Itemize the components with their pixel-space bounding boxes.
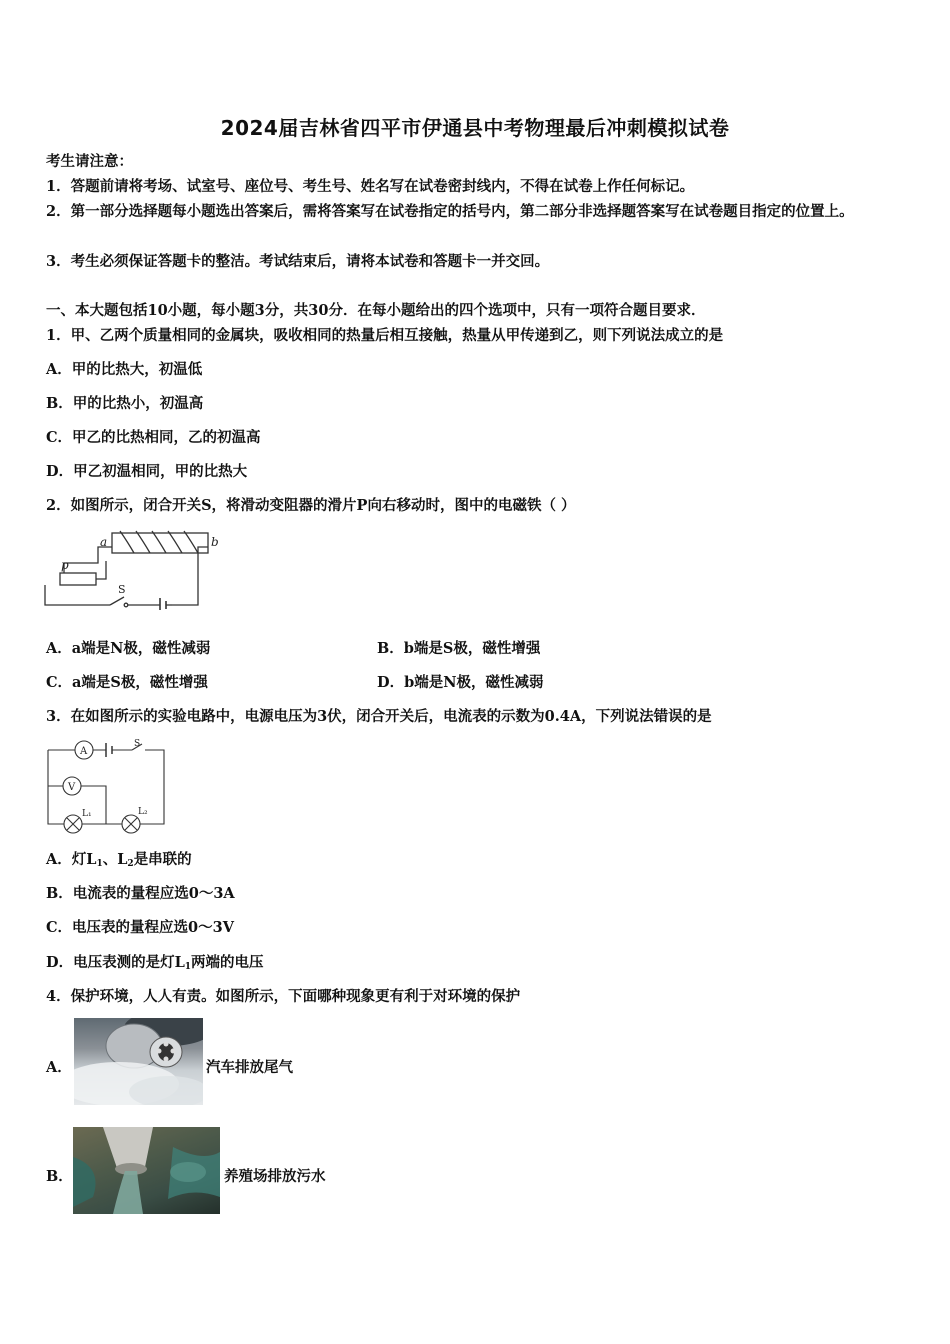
q2-option-c: C．a端是S极，磁性增强 [46, 674, 208, 691]
q3-fig-label-voltmeter: V [68, 782, 76, 793]
q2-stem: 2．如图所示，闭合开关S，将滑动变阻器的滑片P向右移动时，图中的电磁铁（ ） [46, 497, 576, 514]
q4-option-b-label: B． [46, 1168, 73, 1185]
q4-option-b-text: 养殖场排放污水 [224, 1168, 326, 1185]
coil-turns [120, 531, 198, 553]
q3-series-circuit-figure [42, 738, 172, 838]
q1-option-a: A．甲的比热大，初温低 [46, 361, 203, 378]
notice-item-3: 3．考生必须保证答题卡的整洁。考试结束后，请将本试卷和答题卡一并交回。 [46, 253, 550, 270]
q3-fig-label-ammeter: A [80, 746, 88, 757]
q3-fig-label-switch: S [134, 739, 141, 749]
q2-option-a: A．a端是N极，磁性减弱 [46, 640, 211, 657]
q2-fig-label-a: a [100, 535, 108, 549]
q2-fig-label-s: S [118, 583, 126, 596]
q3-option-c: C．电压表的量程应选0～3V [46, 919, 234, 936]
battery [160, 598, 166, 610]
q1-option-b: B．甲的比热小，初温高 [46, 395, 204, 412]
q3-fig-label-l1: L₁ [82, 809, 92, 819]
q3-stem: 3．在如图所示的实验电路中，电源电压为3伏，闭合开关后，电流表的示数为0.4A，下列说法错误的是 [46, 708, 712, 725]
q3-option-d: D．电压表测的是灯$L_1$两端的电压 [46, 954, 264, 972]
q2-option-d: D．b端是N极，磁性减弱 [377, 674, 544, 691]
farm-sewage-pipe-photo [73, 1127, 220, 1214]
section-header: 一、本大题包括10小题，每小题3分，共30分．在每小题给出的四个选项中，只有一项符合题目要求． [46, 302, 706, 319]
q4-option-a-label: A． [46, 1059, 72, 1076]
notice-item-2: 2．第一部分选择题每小题选出答案后，需将答案写在试卷指定的括号内，第二部分非选择题答案写在试卷题目指定的位置上。 [46, 203, 854, 220]
q4-option-a-text: 汽车排放尾气 [206, 1059, 293, 1076]
q2-fig-label-p: p [61, 558, 69, 572]
q1-option-c: C．甲乙的比热相同，乙的初温高 [46, 429, 261, 446]
q3-option-b: B．电流表的量程应选0～3A [46, 885, 235, 902]
q1-option-d: D．甲乙初温相同，甲的比热大 [46, 463, 248, 480]
rheostat [60, 573, 96, 585]
q2-fig-label-b: b [211, 535, 219, 549]
car-exhaust-photo [74, 1018, 203, 1105]
battery [106, 743, 112, 757]
q3-fig-label-l2: L₂ [138, 807, 148, 817]
q1-stem: 1．甲、乙两个质量相同的金属块，吸收相同的热量后相互接触，热量从甲传递到乙，则下列说法成立的是 [46, 327, 724, 344]
q2-electromagnet-circuit-figure [40, 525, 230, 610]
q2-option-b: B．b端是S极，磁性增强 [377, 640, 541, 657]
notice-heading: 考生请注意： [46, 153, 133, 170]
page-title: 2024届吉林省四平市伊通县中考物理最后冲刺模拟试卷 [220, 116, 730, 140]
q4-stem: 4．保护环境，人人有责。如图所示，下面哪种现象更有利于对环境的保护 [46, 988, 521, 1005]
switch-arm [110, 597, 124, 605]
notice-item-1: 1．答题前请将考场、试室号、座位号、考生号、姓名写在试卷密封线内，不得在试卷上作任何标记。 [46, 178, 695, 195]
q3-option-a: A．灯$L_1$、$L_2$是串联的 [46, 851, 192, 869]
